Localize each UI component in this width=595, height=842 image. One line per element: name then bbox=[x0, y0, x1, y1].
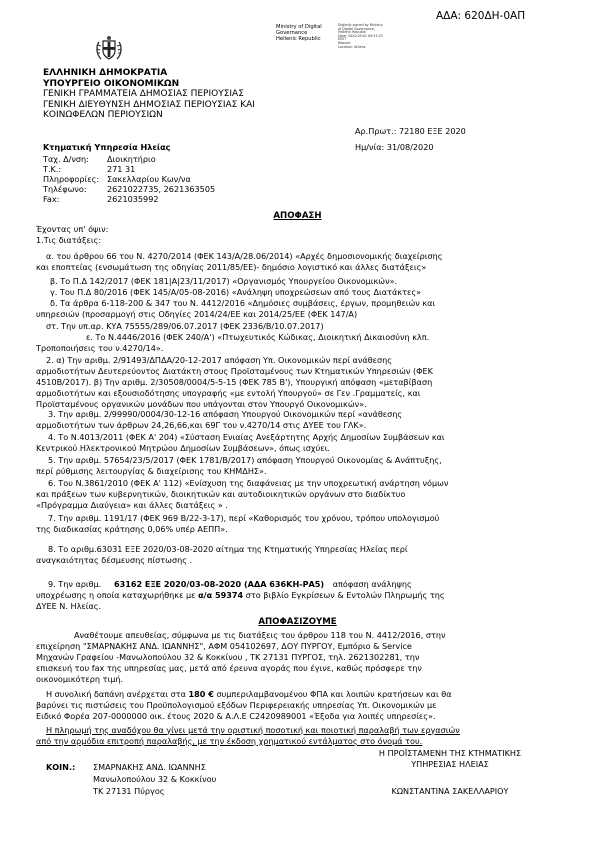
ada-code: ΑΔΑ: 620ΔΗ-0ΑΠ bbox=[436, 10, 526, 22]
consideration-line: 4. Το Ν.4013/2011 (ΦΕΚ Α' 204) «Σύσταση Ενιαίας Ανεξάρτητης Αρχής Δημοσίων Συμβάσεων και bbox=[48, 432, 445, 442]
consideration-line: 5. Την αριθμ. 57654/23/5/2017 (ΦΕΚ 1781/Β/2017) απόφαση Υπουργού Οικονομίας & Ανάπτυξης, bbox=[48, 455, 442, 465]
item-9-text: υποχρέωσης η οποία καταχωρήθηκε με bbox=[36, 590, 196, 600]
signature-line: Hellenic Republic bbox=[276, 36, 321, 42]
cost-amount: 180 € bbox=[188, 689, 214, 699]
decision-line: Αναθέτουμε απευθείας, σύμφωνα με τις διατάξεις του άρθρου 118 του Ν. 4412/2016, στην bbox=[74, 630, 446, 640]
signature-detail: EEST bbox=[338, 37, 347, 42]
decision-line: επισκευή του fax της υπηρεσίας μας, μετά από έρευνα αγοράς που έγινε, καθώς πρόσφερε την bbox=[36, 663, 422, 673]
signature-detail: Hellenic Republic bbox=[338, 30, 367, 35]
digital-signature bbox=[276, 24, 426, 58]
signature-detail: Location: Athens bbox=[338, 44, 366, 49]
item-9-line bbox=[36, 590, 445, 600]
consideration-line: 6. Του Ν.3861/2010 (ΦΕΚ Α' 112) «Ενίσχυση της διαφάνειας με την υποχρεωτική ανάρτηση νόμων bbox=[48, 478, 449, 488]
consideration-line: αρμοδιοτήτων Δευτερεύοντος Διατάκτη στους Προϊσταμένους των Κτηματικών Υπηρεσιών (ΦΕΚ bbox=[36, 366, 433, 376]
header-line: ΓΕΝΙΚΗ ΓΡΑΜΜΑΤΕΙΑ ΔΗΜΟΣΙΑΣ ΠΕΡΙΟΥΣΙΑΣ bbox=[43, 89, 244, 99]
protocol-number: Αρ.Πρωτ.: 72180 ΕΞΕ 2020 bbox=[355, 126, 466, 136]
consideration-line: Τροποποιήσεις του ν.4270/14». bbox=[36, 343, 164, 353]
signatory-name: ΚΩΝΣΤΑΝΤΙΝΑ ΣΑΚΕΛΛΑΡΙΟΥ bbox=[391, 786, 509, 796]
consideration-line: δ. Τα άρθρα 6-118-200 & 347 του Ν. 4412/2016 «Δημόσιες συμβάσεις, έργων, προμηθειών και bbox=[50, 298, 436, 308]
consideration-line: αρμοδιοτήτων και εξουσιοδότησης υπογραφής «με εντολή Υπουργού» σε Γεν .Γραμματείς, και bbox=[36, 388, 421, 398]
cost-text: συμπεριλαμβανομένου ΦΠΑ και λοιπών κρατήσεων και θα bbox=[216, 689, 452, 699]
signature-detail: Digitally signed by Ministry bbox=[338, 23, 383, 27]
contact-row bbox=[43, 184, 215, 194]
item-9-reference: 63162 ΕΞΕ 2020/03-08-2020 (ΑΔΑ 636ΚΗ-ΡΑ5) bbox=[113, 579, 325, 589]
contact-key: Τηλέφωνο: bbox=[43, 184, 87, 194]
intro-line: 1.Τις διατάξεις: bbox=[36, 235, 102, 245]
consideration-line: 8. Το αριθμ.63031 ΕΞΕ 2020/03-08-2020 αίτημα της Κτηματικής Υπηρεσίας Ηλείας περί bbox=[48, 544, 408, 554]
header-line: ΕΛΛΗΝΙΚΗ ΔΗΜΟΚΡΑΤΙΑ bbox=[43, 68, 168, 78]
consideration-line: 3. Την αριθμ. 2/99990/0004/30-12-16 απόφαση Υπουργού Οικονομικών περί «ανάθεσης bbox=[48, 409, 403, 419]
coat-of-arms-icon bbox=[93, 32, 125, 64]
consideration-line: αρμοδιοτήτων των άρθρων 24,26,66,και 69Γ του ν.4270/14 στις ΔΥΕΕ του ΓΛΚ». bbox=[36, 420, 367, 430]
contact-key: Πληροφορίες: bbox=[43, 174, 100, 184]
consideration-line: Κεντρικού Ηλεκτρονικού Μητρώου Δημοσίων Συμβάσεων», όπως ισχύει. bbox=[36, 443, 330, 453]
signature-line: Governance bbox=[276, 30, 308, 36]
consideration-line: γ. Του Π.Δ 80/2016 (ΦΕΚ 145/Α/05-08-2016) «Ανάληψη υποχρεώσεων από τους Διατάκτες» bbox=[50, 287, 422, 297]
header-line: ΥΠΟΥΡΓΕΙΟ ΟΙΚΟΝΟΜΙΚΩΝ bbox=[43, 78, 180, 89]
contact-value: 2621035992 bbox=[107, 194, 159, 204]
decide-title: ΑΠΟΦΑΣΙΖΟΥΜΕ bbox=[258, 617, 337, 627]
signature-line: Ministry of Digital bbox=[276, 24, 322, 30]
consideration-line: υπηρεσιών (προσαρμογή στις Οδηγίες 2014/24/ΕΕ και 2014/25/ΕΕ (ΦΕΚ 147/Α) bbox=[36, 309, 358, 319]
item-9-line: ΔΥΕΕ Ν. Ηλείας. bbox=[36, 601, 102, 611]
consideration-line: β. Το Π.Δ 142/2017 (ΦΕΚ 181|Α|23/11/2017) «Οργανισμός Υπουργείου Οικονομικών». bbox=[50, 276, 398, 286]
decision-title: ΑΠΟΦΑΣΗ bbox=[273, 211, 322, 221]
contact-value: 2621022735, 2621363505 bbox=[107, 184, 216, 194]
document-date: Ημ/νία: 31/08/2020 bbox=[355, 142, 434, 152]
koin-line: ΣΜΑΡΝΑΚΗΣ ΑΝΔ. ΙΩΑΝΝΗΣ bbox=[93, 762, 206, 772]
contact-value: Σακελλαρίου Κων/να bbox=[107, 174, 191, 184]
intro-line: Έχοντας υπ' όψιν: bbox=[36, 224, 109, 234]
item-9 bbox=[48, 579, 412, 589]
consideration-line: 7. Την αριθμ. 1191/17 (ΦΕΚ 969 Β/22-3-17), περί «Καθορισμός του χρόνου, τρόπου υπολογισμού bbox=[48, 513, 440, 523]
signature-detail: Date: 2020.09.01 09:51:25 bbox=[338, 33, 383, 38]
item-9-text: στο βιβλίο Εγκρίσεων & Εντολών Πληρωμής της bbox=[245, 590, 445, 600]
signatory-title: ΥΠΗΡΕΣΙΑΣ ΗΛΕΙΑΣ bbox=[411, 759, 489, 769]
contact-row bbox=[43, 154, 215, 164]
consideration-line: «Πρόγραμμα Διαύγεια» και άλλες διατάξεις » . bbox=[36, 500, 228, 510]
consideration-line: περί ρύθμισης λειτουργίας & διαχείρισης του ΚΗΜΔΗΣ». bbox=[36, 466, 267, 476]
signature-detail: Reason: bbox=[338, 40, 352, 45]
payment-line: Η πληρωμή της αναδόχου θα γίνει μετά την οριστική ποσοτική και ποιοτική παραλαβή των εργασιών bbox=[46, 725, 460, 735]
signature-detail: of Digital Governance, bbox=[338, 26, 375, 31]
contact-row bbox=[43, 164, 215, 174]
koin-line: Μανωλοπούλου 32 & Κοκκίνου bbox=[93, 774, 217, 784]
contact-key: Τ.Κ.: bbox=[43, 164, 62, 174]
consideration-line: 2. α) Την αριθμ. 2/91493/ΔΠΔΑ/20-12-2017 απόφαση Υπ. Οικονομικών περί ανάθεσης bbox=[46, 355, 393, 365]
consideration-line: α. του άρθρου 66 του Ν. 4270/2014 (ΦΕΚ 143/Α/28.06/2014) «Αρχές δημοσιονομικής διαχείρισης bbox=[46, 251, 443, 261]
decision-line: Μηχανών Γραφείου -Μανωλοπούλου 32 & Κοκκίνου , ΤΚ 27131 ΠΥΡΓΟΣ, τηλ. 2621302281, την bbox=[36, 652, 420, 662]
office-name: Κτηματική Υπηρεσία Ηλείας bbox=[43, 142, 171, 152]
cost-text: Η συνολική δαπάνη ανέρχεται στα bbox=[46, 689, 186, 699]
koin-label: ΚΟΙΝ.: bbox=[46, 762, 76, 772]
decision-line: επιχείρηση "ΣΜΑΡΝΑΚΗΣ ΑΝΔ. ΙΩΑΝΝΗΣ", ΑΦΜ 054102697, ΔΟΥ ΠΥΡΓΟΥ, Εμπόριο & Service bbox=[36, 641, 412, 651]
contact-row bbox=[43, 174, 215, 184]
item-9-text: 9. Την αριθμ. bbox=[48, 579, 102, 589]
cost-line: βαρύνει τις πιστώσεις του Προϋπολογισμού εξόδων Περιφερειακής υπηρεσίας Υπ. Οικονομικών με bbox=[36, 700, 437, 710]
consideration-line: της διαδικασίας κράτησης 0,06% υπέρ ΑΕΠΠ». bbox=[36, 524, 228, 534]
koin-line: ΤΚ 27131 Πύργος bbox=[93, 786, 165, 796]
consideration-line: αναγκαιότητας δέσμευσης πίστωσης . bbox=[36, 555, 193, 565]
consideration-line: ε. Το Ν.4446/2016 (ΦΕΚ 240/Α') «Πτωχευτικός Κώδικας, Διοικητική Δικαιοσύνη κλπ. bbox=[86, 332, 430, 342]
consideration-line: και εποπτείας (ενσωμάτωση της οδηγίας 2011/85/ΕΕ)- δημόσιο λογιστικό και άλλες διατάξεις» bbox=[36, 262, 427, 272]
cost-line bbox=[46, 689, 452, 699]
cost-line: Ειδικό Φορέα 207-0000000 οικ. έτους 2020 & Α.Λ.Ε C2420989001 «Έξοδα για λοιπές υπηρεσίες». bbox=[36, 711, 436, 721]
consideration-line: και πράξεων των κυβερνητικών, διοικητικών και αυτοδιοικητικών οργάνων στο διαδίκτυο bbox=[36, 489, 406, 499]
contact-row bbox=[43, 194, 215, 204]
contact-value: 271 31 bbox=[107, 164, 136, 174]
consideration-line: 4510Β/2017). β) Την αριθμ. 2/30508/0004/5-5-15 (ΦΕΚ 785 Β'), Υπουργική απόφαση «μεταβίβαση bbox=[36, 377, 433, 387]
contact-key: Ταχ. Δ/νση: bbox=[43, 154, 89, 164]
header-line: ΓΕΝΙΚΗ ΔΙΕΥΘΥΝΣΗ ΔΗΜΟΣΙΑΣ ΠΕΡΙΟΥΣΙΑΣ ΚΑΙ bbox=[43, 99, 255, 110]
contact-key: Fax: bbox=[43, 194, 60, 204]
payment-line: από την αρμόδια επιτροπή παραλαβής, με την έκδοση χρηματικού εντάλματος στο όνομά του. bbox=[36, 736, 423, 746]
decision-line: οικονομικότερη τιμή. bbox=[36, 674, 124, 684]
contact-value: Διοικητήριο bbox=[107, 154, 156, 164]
item-9-text: απόφαση ανάληψης bbox=[332, 579, 412, 589]
contact-block bbox=[43, 154, 215, 204]
consideration-line: Προϊσταμένους οργανικών μονάδων που υπάγονται στον Υπουργό Οικονομικών». bbox=[36, 399, 367, 409]
header-line: ΚΟΙΝΩΦΕΛΩΝ ΠΕΡΙΟΥΣΙΩΝ bbox=[43, 110, 163, 120]
item-9-number: α/α 59374 bbox=[198, 590, 244, 600]
consideration-line: στ. Την υπ.αρ. ΚΥΑ 75555/289/06.07.2017 (ΦΕΚ 2336/Β/10.07.2017) bbox=[46, 321, 324, 331]
signatory-title: Η ΠΡΟΪΣΤΑΜΕΝΗ ΤΗΣ ΚΤΗΜΑΤΙΚΗΣ bbox=[378, 748, 522, 758]
